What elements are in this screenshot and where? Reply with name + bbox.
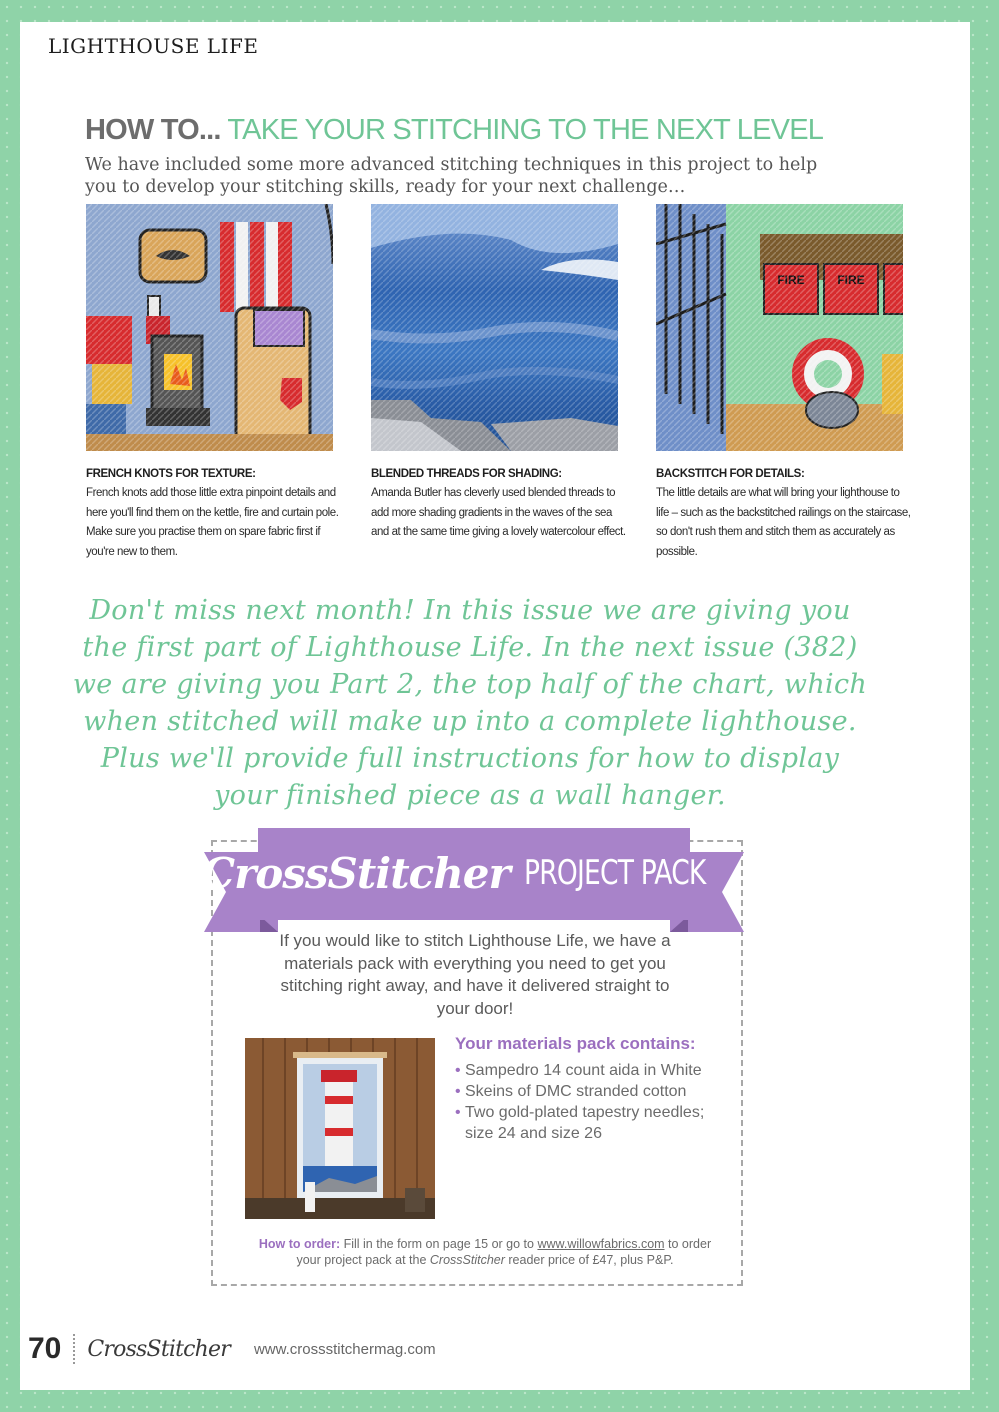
blended-threads-photo	[371, 204, 618, 451]
french-knots-photo	[86, 204, 333, 451]
list-item: • Skeins of DMC stranded cotton	[455, 1081, 735, 1102]
order-text: reader price of £47, plus P&P.	[504, 1253, 674, 1267]
footer-brand: CrossStitcher	[87, 1336, 230, 1362]
intro-text: We have included some more advanced stitching techniques in this project to help you to develop your stitching skills, ready for your next challenge…	[85, 155, 818, 197]
contains-title: Your materials pack contains:	[455, 1034, 696, 1053]
tip-title: BLENDED THREADS FOR SHADING:	[371, 468, 562, 480]
tip-title: FRENCH KNOTS FOR TEXTURE:	[86, 468, 256, 480]
list-item: • Two gold-plated tapestry needles; size 24 and size 26	[455, 1102, 735, 1144]
page-footer	[28, 1332, 436, 1366]
banner-brand: CrossStitcher	[201, 848, 510, 898]
order-text: Fill in the form on page 15 or go to	[340, 1237, 538, 1251]
pack-photo	[245, 1038, 435, 1219]
order-label: How to order:	[258, 1237, 341, 1251]
footer-divider	[73, 1334, 75, 1364]
contains-list	[455, 1060, 735, 1144]
page-number: 70	[28, 1332, 62, 1365]
headline-bold: HOW TO...	[85, 114, 221, 146]
banner-label: PROJECT PACK	[523, 853, 706, 893]
order-text: to order your project pack at the	[296, 1237, 712, 1267]
tip-title: BACKSTITCH FOR DETAILS:	[656, 468, 805, 480]
headline-rest: TAKE YOUR STITCHING TO THE NEXT LEVEL	[220, 114, 824, 146]
next-month-promo: Don't miss next month! In this issue we are giving you the first part of Lighthouse Life. In the next issue (382) we are giving you Part 2, the top half of the chart, which when stitched will make up into a complete lighthouse. Plus we'll provide full instructions for how to display your finished piece as a wall hanger.	[72, 595, 868, 811]
tip-body: The little details are what will bring your lighthouse to life – such as the backstitched railings on the staircase, so don't rush them and stitch them as accurately as possible.	[656, 487, 911, 558]
footer-url: www.crossstitchermag.com	[253, 1340, 436, 1358]
tip-blended-threads	[371, 468, 629, 543]
tip-body: French knots add those little extra pinpoint details and here you'll find them on the kettle, fire and curtain pole. Make sure you practise them on spare fabric first if you're new to them.	[86, 487, 339, 558]
tip-backstitch	[656, 468, 914, 562]
list-item: • Sampedro 14 count aida in White	[455, 1060, 735, 1081]
willow-fabrics-link[interactable]: www.willowfabrics.com	[537, 1237, 665, 1251]
tip-body: Amanda Butler has cleverly used blended threads to add more shading gradients in the waves of the sea and at the same time giving a lovely watercolour effect.	[371, 487, 626, 538]
pack-intro: If you would like to stitch Lighthouse Life, we have a materials pack with everything you need to get you stitching right away, and have it delivered straight to your door!	[279, 931, 671, 1018]
order-brand: CrossStitcher	[429, 1253, 505, 1267]
how-to-order	[245, 1236, 725, 1268]
project-pack-title	[201, 828, 718, 918]
tip-french-knots	[86, 468, 344, 562]
backstitch-photo	[656, 204, 903, 451]
section-label: LIGHTHOUSE LIFE	[48, 34, 259, 58]
headline	[85, 114, 823, 147]
